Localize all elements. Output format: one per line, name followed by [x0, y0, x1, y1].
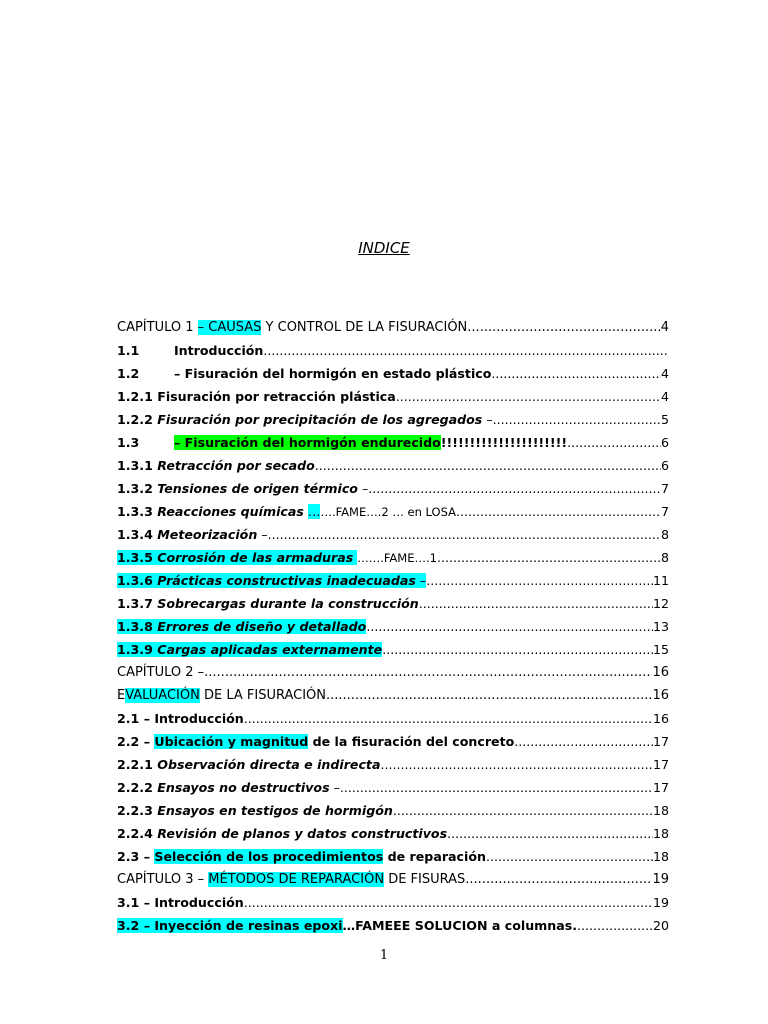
- toc-entry-title: [117, 799, 393, 822]
- toc-entry-text: 2.2.3: [117, 803, 158, 818]
- toc-entry-text: de reparación: [383, 849, 486, 864]
- toc-entry-text: de la fisuración del concreto: [308, 734, 515, 749]
- toc-entry-page: 12: [652, 596, 669, 611]
- toc-entry-page: 8: [660, 527, 669, 542]
- toc-entry-title: [117, 914, 577, 937]
- toc-entry-text: – Fisuración del hormigón en estado plástico: [174, 366, 492, 381]
- toc-entry-text: 1.3.1: [117, 458, 158, 473]
- toc-entry-text: 1.3.9: [117, 642, 158, 657]
- toc-entry[interactable]: [117, 569, 669, 592]
- toc-entry-number: 1.3: [117, 435, 140, 450]
- toc-leader-dots: [491, 362, 661, 385]
- toc-entry-text: 1.3.5: [117, 550, 158, 565]
- toc-leader-dots: [419, 592, 653, 615]
- toc-entry-page: 11: [652, 573, 669, 588]
- toc-entry-text: 3.1 – Introducción: [117, 895, 244, 910]
- toc-entry[interactable]: [117, 385, 669, 408]
- toc-entry-page: 4: [660, 366, 669, 381]
- toc-entry-page: 16: [652, 688, 669, 703]
- toc-entry-title: [117, 891, 244, 914]
- toc-entry-text: 1.3.7: [117, 596, 158, 611]
- toc-leader-dots: [426, 569, 653, 592]
- toc-entry-title: [117, 707, 244, 730]
- toc-entry[interactable]: [117, 822, 669, 845]
- toc-entry-title: [117, 408, 493, 431]
- toc-entry-text: Ensayos en testigos de hormigón: [157, 803, 393, 818]
- toc-entry-page: 13: [652, 619, 669, 634]
- toc-entry-title: [117, 569, 426, 592]
- toc-entry-title: [117, 546, 437, 569]
- toc-leader-dots: [467, 316, 660, 339]
- toc-entry[interactable]: [117, 592, 669, 615]
- toc-entry-text: – Fisuración del hormigón endurecido: [174, 435, 441, 450]
- toc-leader-dots: [396, 385, 661, 408]
- toc-entry[interactable]: [117, 707, 669, 730]
- toc-entry-page: 15: [652, 642, 669, 657]
- toc-entry[interactable]: [117, 661, 669, 684]
- toc-entry-text: CAPÍTULO 3 –: [117, 872, 209, 887]
- toc-leader-dots: [465, 868, 652, 891]
- toc-leader-dots: [366, 615, 653, 638]
- toc-entry-page: 19: [652, 895, 669, 910]
- toc-entry-text: –: [415, 573, 427, 588]
- toc-entry-text: 3.2 – Inyección de resinas epoxi: [117, 918, 343, 933]
- toc-leader-dots: [204, 661, 652, 684]
- toc-entry-text: MÉTODOS DE REPARACIÓN: [208, 872, 385, 887]
- toc-entry-text: 2.3 –: [117, 849, 155, 864]
- toc-entry-text: Reacciones químicas: [157, 504, 304, 519]
- toc-leader-dots: [326, 684, 652, 707]
- toc-entry-page: 16: [652, 711, 669, 726]
- toc-leader-dots: [268, 523, 661, 546]
- toc-entry-text: –: [357, 481, 369, 496]
- toc-entry-title: [117, 684, 326, 707]
- toc-entry-text: Corrosión de las armaduras: [157, 550, 354, 565]
- toc-entry-text: VALUACIÓN: [125, 688, 200, 703]
- toc-leader-dots: [437, 546, 661, 569]
- toc-leader-dots: [577, 914, 653, 937]
- toc-leader-dots: [368, 477, 661, 500]
- toc-entry-title: [117, 339, 263, 362]
- toc-entry-text: Selección de los procedimientos: [154, 849, 384, 864]
- toc-entry[interactable]: [117, 845, 669, 868]
- toc-entry-title: [117, 477, 368, 500]
- toc-entry-page: 17: [652, 734, 669, 749]
- toc-leader-dots: [567, 431, 661, 454]
- toc-entry-page: 4: [660, 320, 669, 335]
- toc-entry-text: DE FISURAS: [384, 872, 466, 887]
- toc-entry-title: [117, 385, 396, 408]
- toc-entry-page: 5: [660, 412, 669, 427]
- toc-entry-page: 6: [660, 458, 669, 473]
- toc-entry-title: [117, 500, 456, 523]
- toc-entry-text: CAPÍTULO 2 –: [117, 665, 205, 680]
- toc-entry-text: 1.3.6: [117, 573, 158, 588]
- toc-entry-title: [117, 776, 340, 799]
- toc-entry-page: 19: [652, 872, 669, 887]
- toc-entry-text: 1.2.2: [117, 412, 158, 427]
- toc-leader-dots: [340, 776, 653, 799]
- toc-entry-text: …FAMEEE SOLUCION a columnas.: [342, 918, 578, 933]
- toc-entry-title: [117, 638, 382, 661]
- toc-leader-dots: [244, 707, 653, 730]
- toc-entry-text: Observación directa e indirecta: [157, 757, 381, 772]
- toc-entry[interactable]: [117, 684, 669, 707]
- toc-leader-dots: [514, 730, 653, 753]
- toc-entry-text: Ubicación y magnitud: [154, 734, 309, 749]
- toc-entry[interactable]: [117, 431, 669, 454]
- toc-entry[interactable]: [117, 454, 669, 477]
- toc-entry-title: [117, 868, 465, 891]
- toc-entry-text: Revisión de planos y datos constructivos: [157, 826, 448, 841]
- toc-entry-text: Ensayos no destructivos: [157, 780, 330, 795]
- toc-entry-page: 4: [660, 389, 669, 404]
- toc-entry-number: 1.2: [117, 366, 140, 381]
- toc-entry-page: 20: [652, 918, 669, 933]
- toc-entry[interactable]: [117, 868, 669, 891]
- toc-entry[interactable]: [117, 408, 669, 431]
- toc-leader-dots: [447, 822, 653, 845]
- toc-entry-text: Cargas aplicadas externamente: [157, 642, 383, 657]
- page-number: 1: [379, 948, 389, 963]
- toc-entry[interactable]: [117, 891, 669, 914]
- toc-entry-text: –: [329, 780, 340, 795]
- toc-leader-dots: [493, 408, 661, 431]
- toc-entry[interactable]: [117, 776, 669, 799]
- toc-entry[interactable]: [117, 477, 669, 500]
- toc-entry[interactable]: [117, 362, 669, 385]
- toc-leader-dots: [382, 638, 653, 661]
- toc-entry-text: Retracción por secado: [157, 458, 315, 473]
- toc-entry-text: Prácticas constructivas inadecuadas: [157, 573, 416, 588]
- toc-entry[interactable]: [117, 500, 669, 523]
- toc-entry-text: 2.2 –: [117, 734, 155, 749]
- toc-entry-title: [117, 316, 467, 339]
- toc-entry-text: –: [257, 527, 268, 542]
- toc-entry-text: Meteorización: [157, 527, 258, 542]
- toc-entry[interactable]: [117, 615, 669, 638]
- toc-entry-text: –: [482, 412, 493, 427]
- toc-entry-title: [117, 431, 567, 454]
- toc-entry-page: 17: [652, 780, 669, 795]
- toc-entry-text: CAPÍTULO 1: [117, 320, 198, 335]
- toc-entry-text: 1.2.1 Fisuración por retracción plástica: [117, 389, 396, 404]
- toc-entry-title: [117, 845, 486, 868]
- toc-entry-text: …….FAME….1: [357, 551, 437, 565]
- toc-entry-page: 18: [652, 826, 669, 841]
- toc-entry-page: 18: [652, 803, 669, 818]
- toc-entry-text: 1.3.4: [117, 527, 158, 542]
- toc-entry[interactable]: [117, 914, 669, 937]
- toc-leader-dots: [244, 891, 653, 914]
- toc-entry-title: [117, 523, 268, 546]
- toc-entry-text: – CAUSAS: [197, 320, 262, 335]
- toc-leader-dots: [315, 454, 661, 477]
- toc-leader-dots: [380, 753, 653, 776]
- toc-entry-title: [117, 592, 419, 615]
- toc-entry-title: [117, 822, 447, 845]
- toc-entry-text: !!!!!!!!!!!!!!!!!!!!!!: [440, 435, 568, 450]
- toc-entry-title: [117, 753, 380, 776]
- toc-entry-page: 6: [660, 435, 669, 450]
- toc-entry-text: Errores de diseño y detallado: [157, 619, 367, 634]
- toc-entry-text: Y CONTROL DE LA FISURACIÓN: [261, 320, 468, 335]
- toc-entry-page: 8: [660, 550, 669, 565]
- page-title: INDICE: [358, 239, 410, 258]
- toc-entry-text: Tensiones de origen térmico: [157, 481, 358, 496]
- toc-entry[interactable]: [117, 546, 669, 569]
- toc-entry-title: [117, 730, 514, 753]
- toc-entry[interactable]: [117, 638, 669, 661]
- toc-leader-dots: [263, 339, 669, 362]
- toc-entry[interactable]: [117, 523, 669, 546]
- toc-entry-text: ….FAME….2 … en LOSA: [320, 505, 456, 519]
- toc-entry[interactable]: [117, 316, 669, 339]
- toc-entry[interactable]: [117, 753, 669, 776]
- toc-entry-page: 16: [652, 665, 669, 680]
- toc-entry-number: 1.1: [117, 343, 140, 358]
- table-of-contents: [117, 316, 669, 937]
- toc-entry-text: 1.3.3: [117, 504, 158, 519]
- toc-entry[interactable]: [117, 799, 669, 822]
- toc-entry-title: [117, 615, 366, 638]
- toc-entry[interactable]: [117, 730, 669, 753]
- toc-entry-page: 18: [652, 849, 669, 864]
- toc-leader-dots: [486, 845, 653, 868]
- toc-leader-dots: [393, 799, 653, 822]
- toc-entry-text: 2.1 – Introducción: [117, 711, 244, 726]
- toc-entry-page: 7: [660, 481, 669, 496]
- toc-entry-text: 1.3.8: [117, 619, 158, 634]
- toc-entry-text: DE LA FISURACIÓN: [199, 688, 327, 703]
- toc-entry-text: 2.2.4: [117, 826, 158, 841]
- toc-entry-text: Sobrecargas durante la construcción: [157, 596, 419, 611]
- toc-leader-dots: [456, 500, 661, 523]
- toc-entry-text: Fisuración por precipitación de los agregados: [157, 412, 483, 427]
- toc-entry-text: 2.2.1: [117, 757, 158, 772]
- toc-entry-page: 17: [652, 757, 669, 772]
- toc-entry-page: 7: [660, 504, 669, 519]
- toc-entry-text: 1.3.2: [117, 481, 158, 496]
- toc-entry-title: [117, 362, 491, 385]
- toc-entry-title: [117, 661, 204, 684]
- toc-entry-text: E: [117, 688, 126, 703]
- toc-entry-text: …: [307, 504, 321, 519]
- toc-entry-title: [117, 454, 315, 477]
- toc-entry-text: Introducción: [174, 343, 264, 358]
- toc-entry-text: 2.2.2: [117, 780, 158, 795]
- toc-entry[interactable]: [117, 339, 669, 362]
